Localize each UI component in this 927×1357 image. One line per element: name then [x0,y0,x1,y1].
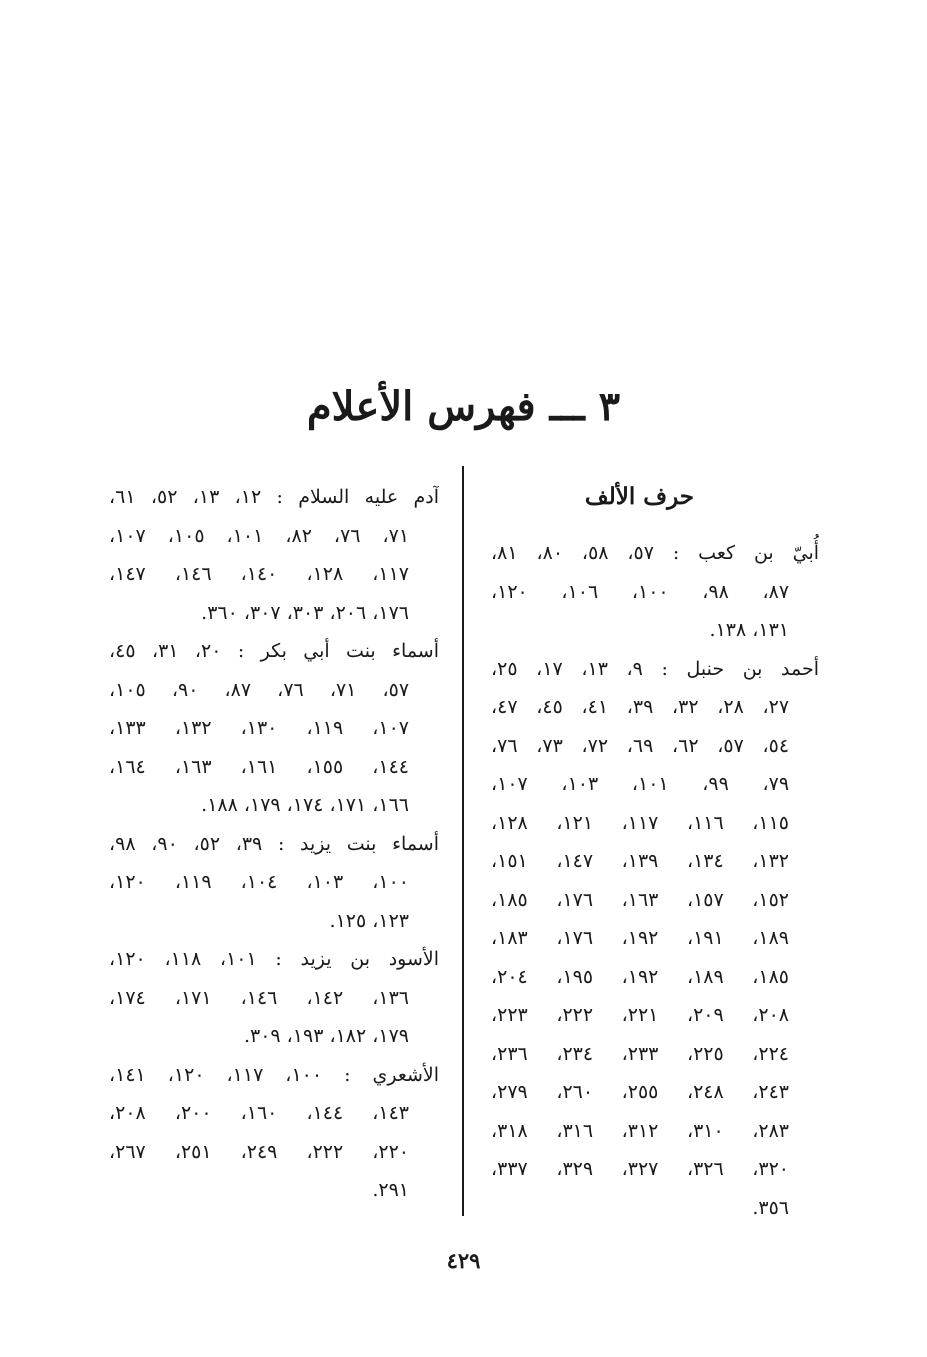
entry-continuation-line: ٧١، ٧٦، ٨٢، ١٠١، ١٠٥، ١٠٧، [109,524,410,547]
entry-continuation-line: ٢٧، ٢٨، ٣٢، ٣٩، ٤١، ٤٥، ٤٧، [491,696,790,718]
entry-continuation-line: ٢٢٤، ٢٢٥، ٢٣٣، ٢٣٤، ٢٣٦، [491,1042,790,1065]
entry-continuation-line: ١٤٣، ١٤٤، ١٦٠، ٢٠٠، ٢٠٨، [109,1102,410,1124]
entry-name: آدم عليه السلام : [276,486,439,508]
entry-name: أسماء بنت يزيد : [277,832,439,855]
entry-continuation-line: ٣٢٠، ٣٢٦، ٣٢٧، ٣٢٩، ٣٣٧، [491,1158,790,1180]
column-divider [462,466,464,1216]
entry-continuation-line: ١٣٦، ١٤٢، ١٤٦، ١٧١، ١٧٤، [109,986,410,1009]
entry-page-refs: ٩، ١٣، ١٧، ٢٥، [491,657,643,680]
entry-name: أسماء بنت أبي بكر : [237,640,439,662]
entry-continuation-line: ١٠٠، ١٠٣، ١٠٤، ١١٩، ١٢٠، [109,871,410,893]
entry-continuation-line: ١٣١، ١٣٨. [709,619,789,641]
entry-name: أحمد بن حنبل : [661,657,819,680]
index-entry [109,940,439,1056]
page-title: ٣ ـــ فهرس الأعلام [306,383,621,430]
entry-name: الأشعري : [344,1063,439,1086]
entry-page-refs: ٣٩، ٥٢، ٩٠، ٩٨، [109,832,263,855]
entry-page-refs: ١٢، ١٣، ٥٢، ٦١، [109,486,262,508]
entry-first-line [109,632,439,671]
entry-first-line [109,940,439,979]
index-entry [491,534,819,650]
entry-first-line [491,534,819,573]
right-entries [491,534,819,1227]
entry-continuation-line: ١٨٥، ١٨٩، ١٩٢، ١٩٥، ٢٠٤، [491,965,790,988]
entry-continuation-line: ٢٤٣، ٢٤٨، ٢٥٥، ٢٦٠، ٢٧٩، [491,1081,790,1103]
entry-name: أُبيّ بن كعب : [672,542,819,564]
entry-first-line [491,650,819,689]
right-column [491,478,819,1227]
entry-first-line [109,478,439,517]
index-entry [491,650,819,1228]
entry-continuation-line: ١١٧، ١٢٨، ١٤٠، ١٤٦، ١٤٧، [109,563,410,585]
entry-continuation-line: ١٥٢، ١٥٧، ١٦٣، ١٧٦، ١٨٥، [491,888,790,911]
entry-continuation-line: ٧٩، ٩٩، ١٠١، ١٠٣، ١٠٧، [491,773,790,795]
entry-continuation-line: ١٦٦، ١٧١، ١٧٤، ١٧٩، ١٨٨. [201,794,409,816]
entry-continuation-line: ٣٥٦. [752,1196,789,1219]
entry-continuation-line: ٢٩١. [372,1179,409,1201]
index-entry [109,1056,439,1210]
left-column [109,478,439,1210]
entry-continuation-line: ١٠٧، ١١٩، ١٣٠، ١٣٢، ١٣٣، [109,717,410,739]
entry-continuation-line: ١٧٦، ٢٠٦، ٣٠٣، ٣٠٧، ٣٦٠. [201,601,409,624]
entry-page-refs: ١٠٠، ١١٧، ١٢٠، ١٤١، [109,1063,323,1086]
entry-continuation-line: ٥٤، ٥٧، ٦٢، ٦٩، ٧٢، ٧٣، ٧٦، [491,734,790,757]
entry-page-refs: ١٠١، ١١٨، ١٢٠، [109,948,257,970]
entry-continuation-line: ٢٨٣، ٣١٠، ٣١٢، ٣١٦، ٣١٨، [491,1119,790,1142]
entry-first-line [109,1056,439,1095]
entry-first-line [109,825,439,864]
entry-continuation-line: ١٤٤، ١٥٥، ١٦١، ١٦٣، ١٦٤، [109,755,410,778]
entry-continuation-line: ٨٧، ٩٨، ١٠٠، ١٠٦، ١٢٠، [491,580,790,603]
entry-page-refs: ٢٠، ٣١، ٤٥، [109,640,222,662]
entry-name: الأسود بن يزيد : [275,948,439,970]
index-entry [109,478,439,632]
section-heading: حرف الألف [584,483,694,510]
entry-continuation-line: ١٧٩، ١٨٢، ١٩٣، ٣٠٩. [243,1025,409,1047]
entry-continuation-line: ٢٠٨، ٢٠٩، ٢٢١، ٢٢٢، ٢٢٣، [491,1004,790,1026]
index-entry [109,632,439,825]
entry-continuation-line: ١١٥، ١١٦، ١١٧، ١٢١، ١٢٨، [491,811,790,834]
entry-continuation-line: ٥٧، ٧١، ٧٦، ٨٧، ٩٠، ١٠٥، [109,678,410,701]
entry-page-refs: ٥٧، ٥٨، ٨٠، ٨١، [491,542,654,564]
entry-continuation-line: ١٢٣، ١٢٥. [329,909,409,932]
left-entries [109,478,439,1210]
page-number: ٤٢٩ [446,1248,481,1273]
entry-continuation-line: ١٣٢، ١٣٤، ١٣٩، ١٤٧، ١٥١، [491,850,790,872]
index-entry [109,825,439,941]
entry-continuation-line: ٢٢٠، ٢٢٢، ٢٤٩، ٢٥١، ٢٦٧، [109,1140,410,1163]
entry-continuation-line: ١٨٩، ١٩١، ١٩٢، ١٧٦، ١٨٣، [491,927,790,949]
